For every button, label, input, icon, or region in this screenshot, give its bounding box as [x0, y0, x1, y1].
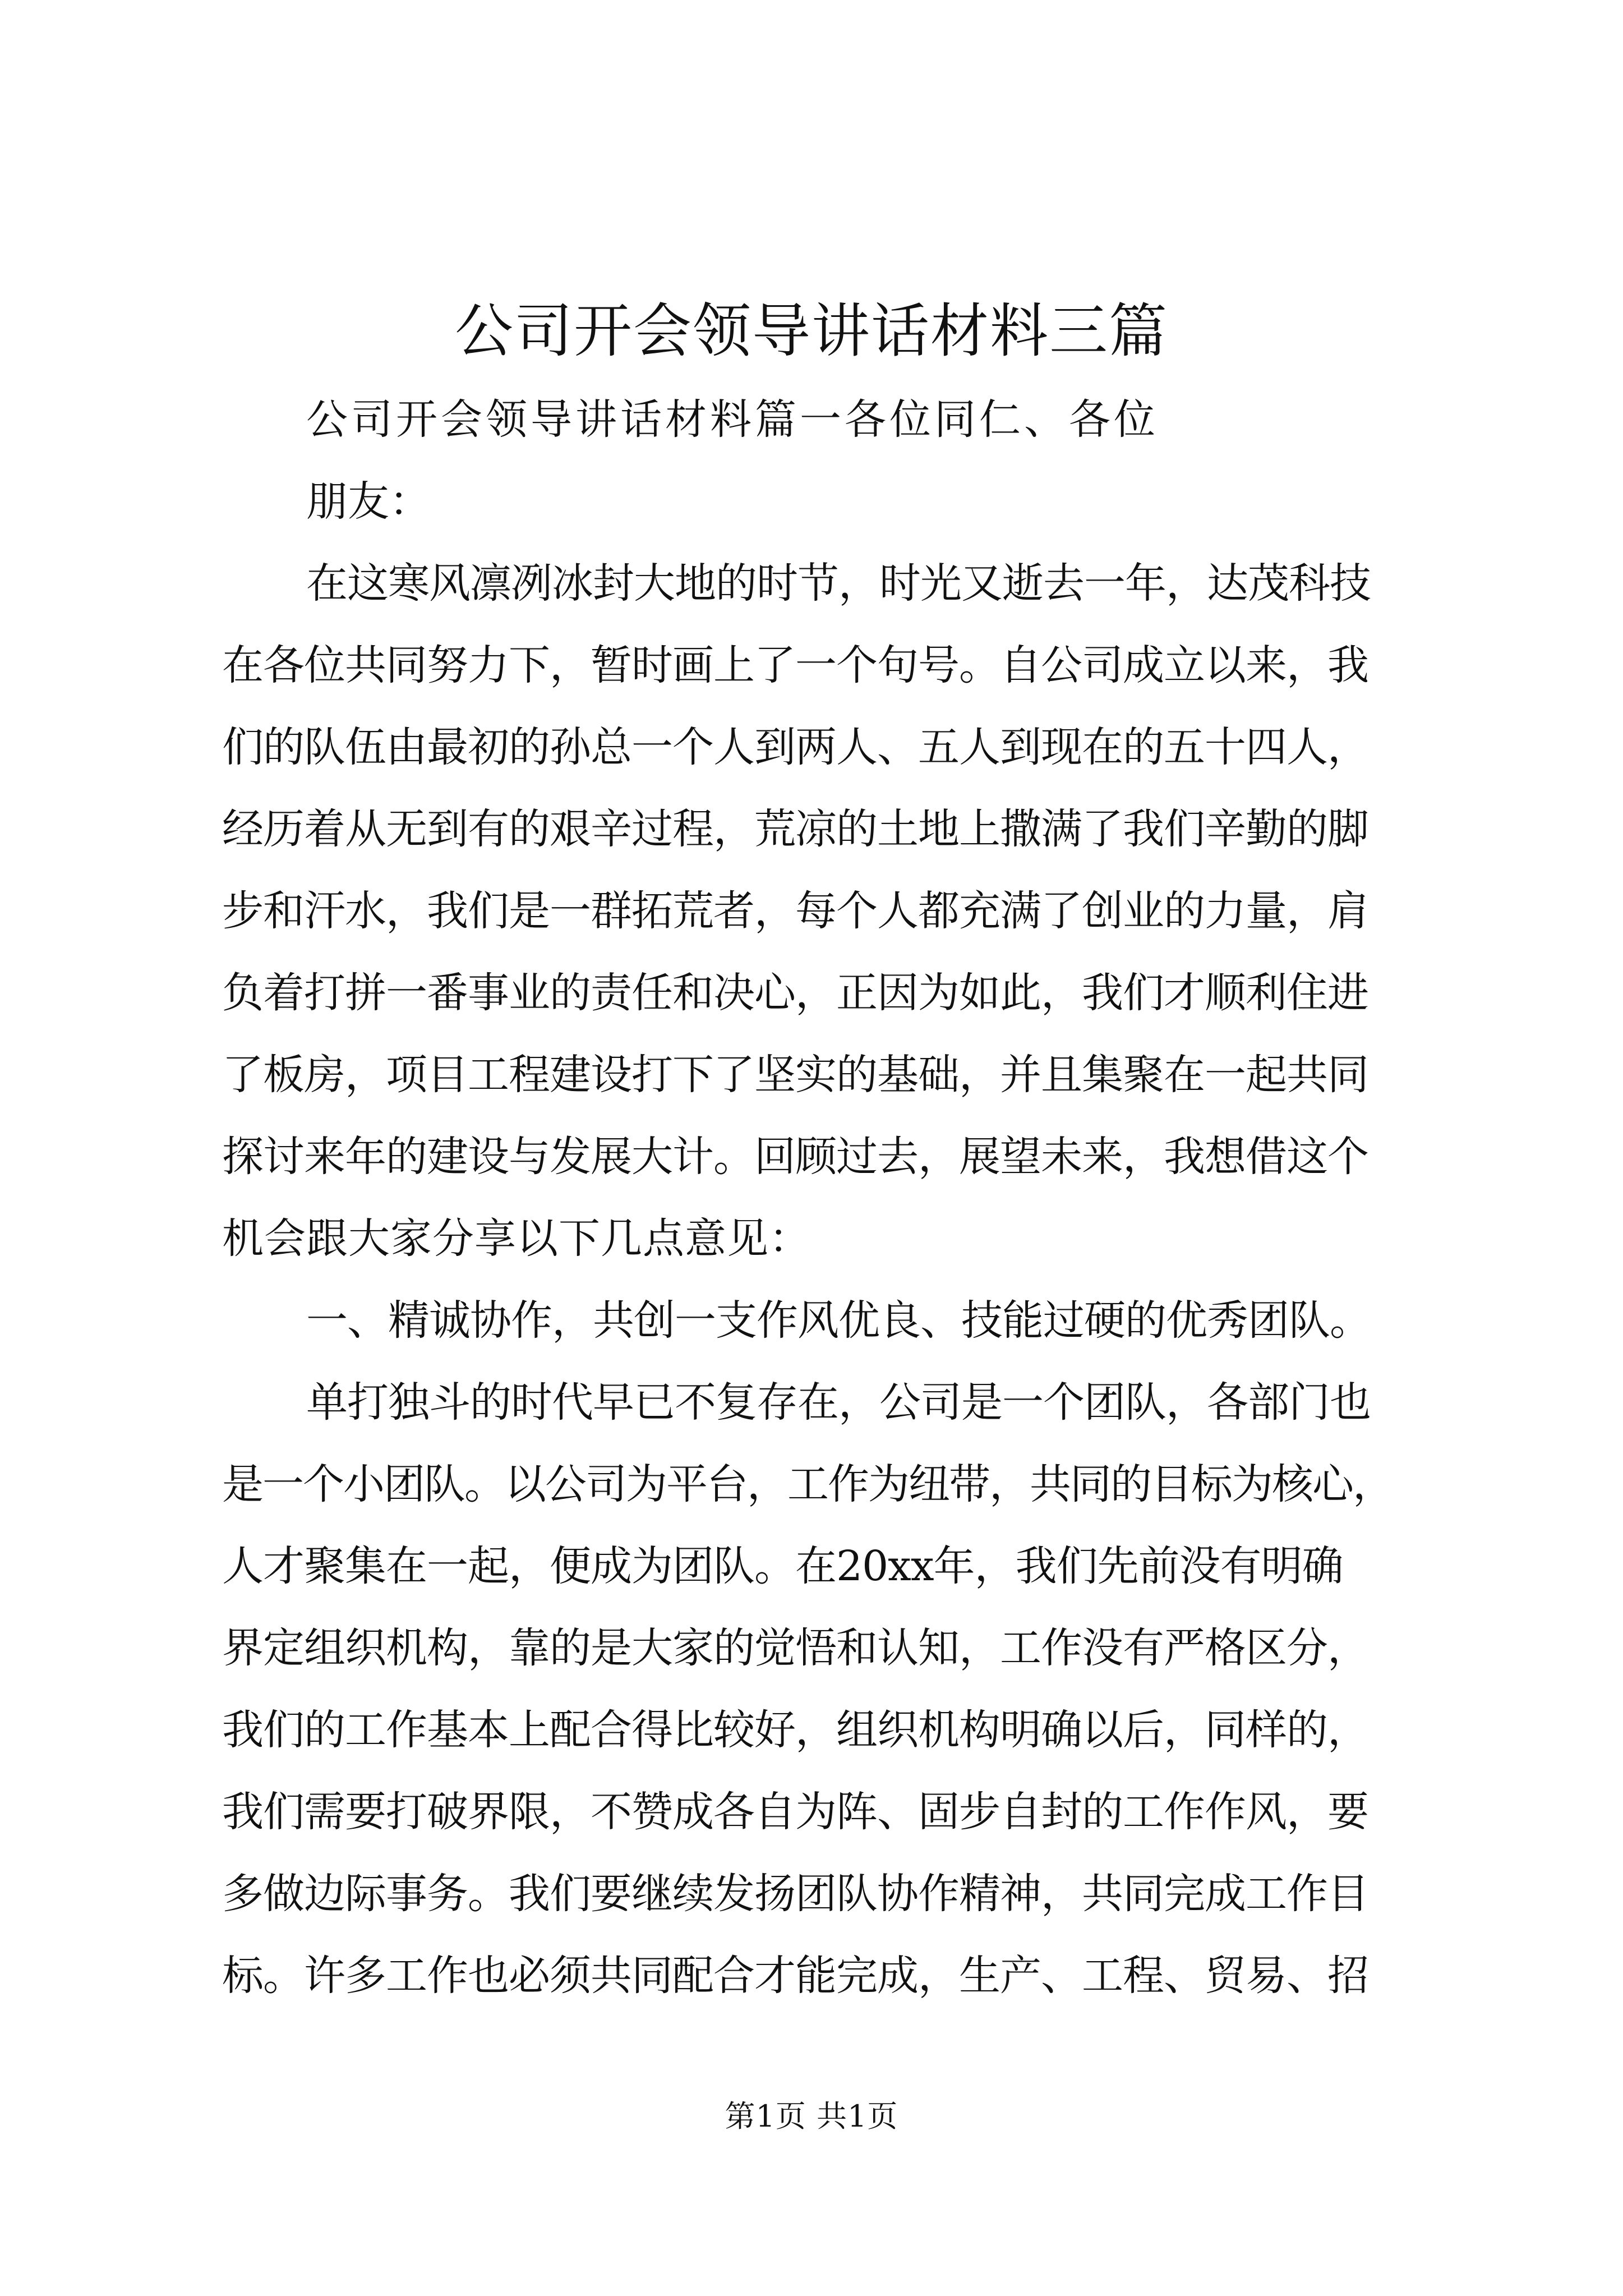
body-line: 界定组织机构，靠的是大家的觉悟和认知，工作没有严格区分， [222, 1624, 1368, 1672]
body-line: 机会跟大家分享以下几点意见： [222, 1214, 811, 1263]
section-heading: 一、精诚协作，共创一支作风优良、技能过硬的优秀团队。 [306, 1296, 1371, 1345]
body-line: 人才聚集在一起，便成为团队。在20xx年，我们先前没有明确 [222, 1542, 1343, 1590]
body-line: 步和汗水，我们是一群拓荒者，每个人都充满了创业的力量，肩 [222, 887, 1368, 935]
body-line: 朋友： [306, 477, 431, 526]
body-line: 标。许多工作也必须共同配合才能完成，生产、工程、贸易、招 [222, 1952, 1368, 2000]
body-line: 公司开会领导讲话材料篇一各位同仁、各位 [306, 395, 1159, 444]
body-line: 我们的工作基本上配合得比较好，组织机构明确以后，同样的， [222, 1706, 1368, 1754]
body-line: 单打独斗的时代早已不复存在，公司是一个团队，各部门也 [306, 1378, 1371, 1427]
body-line: 我们需要打破界限，不赞成各自为阵、固步自封的工作作风，要 [222, 1788, 1368, 1836]
body-line: 是一个小团队。以公司为平台，工作为纽带，共同的目标为核心， [222, 1460, 1393, 1508]
document-title: 公司开会领导讲话材料三篇 [454, 297, 1168, 365]
body-line: 在这寒风凛冽冰封大地的时节，时光又逝去一年，达茂科技 [306, 559, 1371, 608]
page-footer: 第1页 共1页 [725, 2099, 898, 2134]
body-line: 探讨来年的建设与发展大计。回顾过去，展望未来，我想借这个 [222, 1133, 1368, 1181]
body-line: 多做边际事务。我们要继续发扬团队协作精神，共同完成工作目 [222, 1870, 1368, 1918]
body-line: 了板房，项目工程建设打下了坚实的基础，并且集聚在一起共同 [222, 1051, 1368, 1099]
body-line: 负着打拼一番事业的责任和决心，正因为如此，我们才顺利住进 [222, 969, 1368, 1017]
body-line: 在各位共同努力下，暂时画上了一个句号。自公司成立以来，我 [222, 641, 1368, 689]
body-line: 们的队伍由最初的孙总一个人到两人、五人到现在的五十四人， [222, 723, 1368, 771]
document-body [222, 379, 1422, 2017]
body-line: 经历着从无到有的艰辛过程，荒凉的土地上撒满了我们辛勤的脚 [222, 805, 1368, 853]
